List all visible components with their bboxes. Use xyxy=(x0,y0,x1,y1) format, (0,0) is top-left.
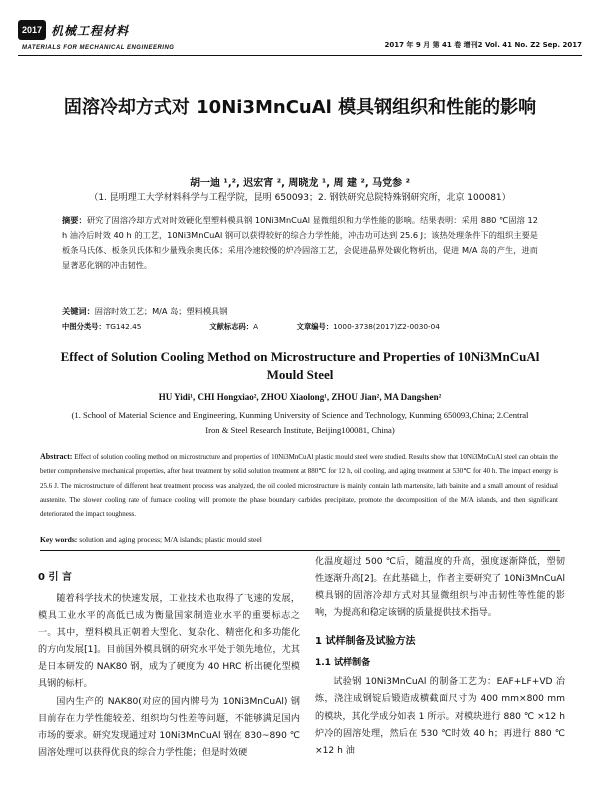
doc-code-label: 文献标志码： xyxy=(209,322,254,331)
abstract-text-en: Effect of solution cooling method on microstructure and properties of 10Ni3MnCuAl plastic mould steel were studied. Results show that 10Ni3MnCuAl steel can obtain the better comprehensive mechanical properties, after heat treatment by solid solution treatment at 880℃ for 12 h, oil cooling, and aging treatment at 530℃ for 40 h. The impact energy is 25.6 J. The microstructure of different heat treatment process was analyzed, the oil cooled microstructure is mainly contain lath martensite, lath bainite and a small amount of residual austenite. The slower cooling rate of furnace cooling will promote the phase boundary carbides precipitate, promote the decomposition of the M/A islands, and then significant deteriorated the impact toughness. xyxy=(40,453,558,519)
abstract-cn xyxy=(62,213,538,273)
keywords-cn xyxy=(62,306,227,317)
paper-title-cn: 固溶冷却方式对 10Ni3MnCuAl 模具钢组织和性能的影响 xyxy=(63,97,537,118)
authors-en: HU Yidi¹, CHI Hongxiao², ZHOU Xiaolong¹, ZHOU Jian², MA Dangshen² xyxy=(158,392,442,402)
authors-cn: 胡一迪 ¹,², 迟宏宵 ², 周晓龙 ¹, 周 建 ², 马党参 ² xyxy=(189,178,411,189)
clc-label: 中图分类号： xyxy=(62,322,106,331)
left-column xyxy=(38,568,300,762)
abstract-label-cn: 摘要： xyxy=(62,215,87,225)
abstract-label-en: Abstract: xyxy=(40,452,73,461)
journal-title-en: MATERIALS FOR MECHANICAL ENGINEERING xyxy=(22,45,175,51)
keywords-en xyxy=(40,535,262,544)
intro-paragraph-2: 国内生产的 NAK80(对应的国内牌号为 10Ni3MnCuAl) 钢目前存在力学性能较差、组织均匀性差等问题，不能够满足国内市场的要求。研究发现通过对 10Ni3MnCuAl 钢在 830~890 ℃固溶处理可以获得优良的综合力学性能；但是时效硬 xyxy=(38,696,300,758)
header-rule xyxy=(18,55,582,56)
classification-line xyxy=(62,322,538,332)
doc-code-value: A xyxy=(253,322,259,331)
section-0-title: 0 引 言 xyxy=(38,572,72,583)
issue-info: 2017 年 9 月 第 41 卷 增刊2 Vol. 41 No. Z2 Sep. 2017 xyxy=(384,41,582,49)
journal-logo xyxy=(18,20,48,42)
intro-paragraph-1: 随着科学技术的快速发展，工业技术也取得了飞速的发展，模具工业水平的高低已成为衡量国家制造业水平的重要标志之一。其中，塑料模具正朝着大型化、复杂化、精密化和多功能化的方向发展[1]。目前国外模具钢的研究水平处于领先地位，尤其是日本研发的 NAK80 钢，成为了硬度为 40 HRC 析出硬化型模具钢的标杆。 xyxy=(38,594,300,690)
method-paragraph-1: 试验钢 10Ni3MnCuAl 的制备工艺为：EAF+LF+VD 冶炼，浇注成钢锭后锻造成横截面尺寸为 400 mm×800 mm 的模块，其化学成分如表 1 所示。对模块进行 880 ℃ ×12 h 炉冷的固溶处理，然后在 530 ℃时效 40 h；再进行 880 ℃ ×12 h 油 xyxy=(315,677,565,756)
keywords-text-en: solution and aging process; M/A islands; plastic mould steel xyxy=(79,535,262,544)
paper-title-en: Effect of Solution Cooling Method on Microstructure and Properties of 10Ni3MnCuAl Mould Steel xyxy=(60,349,540,382)
section-1-title: 1 试样制备及试验方法 xyxy=(315,636,416,648)
intro-paragraph-3: 化温度超过 500 ℃后，随温度的升高，强度逐渐降低，塑韧性逐渐升高[2]。在此基础上，作者主要研究了 10Ni3MnCuAl 模具钢的固溶冷却方式对其显微组织与冲击韧性等性能的影响，为提高和稳定该钢的质量提供技术指导。 xyxy=(315,557,565,619)
journal-header xyxy=(18,20,582,50)
section-1-1-title: 1.1 试样制备 xyxy=(315,658,371,669)
abstract-en xyxy=(40,450,558,521)
keywords-text-cn: 固溶时效工艺；M/A 岛；塑料模具钢 xyxy=(94,306,228,316)
right-column xyxy=(315,554,565,760)
abstract-text-cn: 研究了固溶冷却方式对时效硬化型塑料模具钢 10Ni3MnCuAl 显微组织和力学性能的影响。结果表明：采用 880 ℃固溶 12 h 油冷后时效 40 h 的工艺，10Ni3MnCuAl 钢可以获得较好的综合力学性能，冲击功可达到 25.6 J；该热处理条件下的组织主要是板条马氏体、板条贝氏体和少量残余奥氏体；采用冷速较慢的炉冷固溶工艺，会促进晶界处碳化物析出，促进 M/A 岛的产生，进而显著恶化钢的冲击韧性。 xyxy=(62,215,538,270)
journal-title-cn: 机械工程材料 xyxy=(51,24,130,38)
keywords-label-en: Key words: xyxy=(40,535,78,544)
article-no-value: 1000-3738(2017)Z2-0030-04 xyxy=(333,322,440,331)
body-rule xyxy=(40,550,560,551)
logo-badge: 2017 xyxy=(18,20,46,40)
clc-value: TG142.45 xyxy=(105,322,142,331)
keywords-label-cn: 关键词： xyxy=(62,306,95,316)
affiliation-en: (1. School of Material Science and Engineering, Kunming University of Science and Technology, Kunming 650093,China; 2.Central Iron & Steel Research Institute, Beijing100081, China) xyxy=(71,410,529,435)
article-no-label: 文章编号： xyxy=(296,322,334,331)
affiliation-cn: （1. 昆明理工大学材料科学与工程学院，昆明 650093；2. 钢铁研究总院特殊钢研究所，北京 100081） xyxy=(89,193,511,203)
